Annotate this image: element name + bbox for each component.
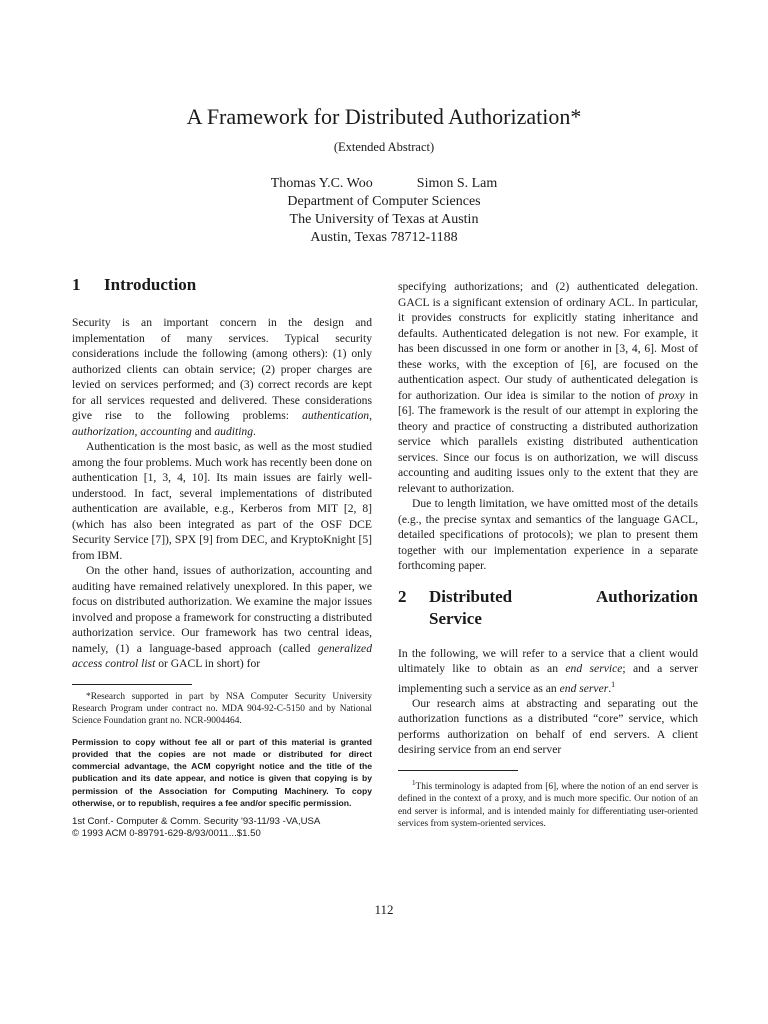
s2-p1-text: In the following, we will refer to a service that a client would ultimately like to obtain as an bbox=[398, 646, 698, 675]
intro-p1-sep: , bbox=[134, 424, 141, 438]
author-block bbox=[0, 175, 768, 247]
keyword-end-service: end service bbox=[565, 662, 623, 675]
right-column bbox=[398, 279, 698, 831]
author-lam: Simon S. Lam bbox=[416, 176, 498, 191]
intro-paragraph-1 bbox=[72, 315, 372, 439]
keyword-accounting: accounting bbox=[140, 424, 192, 438]
conference-line: 1st Conf.- Computer & Comm. Security '93-11/93 -VA,USA bbox=[72, 815, 321, 827]
keyword-end-server: end server bbox=[559, 681, 609, 695]
section-2-word-distributed: Distributed bbox=[429, 586, 513, 606]
section-2-word-service: Service bbox=[429, 608, 482, 628]
section-2-paragraph-2: Our research aims at abstracting and separating out the authorization functions as a distributed “core” service, which performs authorization on behalf of end servers. A client desiring service from an end server bbox=[398, 696, 698, 757]
intro-paragraph-2: Authentication is the most basic, as well as the most studied among the four problems. Much work has recently been done on authentication [1, 3, 4, 10]. Its main issues are fairly well-understood. In fact, several implementations of distributed authentication are available, e.g., Kerberos from MIT [2, 8] (which has also been integrated as part of the OSF DCE Security Service [7]), SPX [9] from DEC, and KryptoKnight [5] from IBM. bbox=[72, 440, 372, 562]
section-2-paragraph-1 bbox=[398, 646, 698, 696]
page-number: 112 bbox=[374, 902, 394, 917]
footnote-rule bbox=[72, 684, 192, 685]
keyword-authentication: authentication bbox=[302, 409, 370, 422]
intro-p3-text: On the other hand, issues of authorization, accounting and auditing have remained relatively unexplored. In this paper, we focus on distributed authorization. We examine the major issues involved and propose a framework for constructing a distributed authorization service. Our framework has two central ideas, namely, (1) a language-based approach (called bbox=[72, 564, 372, 655]
intro-p4-tail: in [6]. The framework is the result of our attempt in exploring the theory and practice of constructing a distributed authorization service which parallels existing distributed authentication services. Since our focus is on authorization, we will discuss accounting and auditing issues only to the extent that they are relevant to authorization. bbox=[398, 388, 698, 495]
footnote-1 bbox=[398, 777, 698, 831]
intro-p4-text: specifying authorizations; and (2) authenticated delegation. GACL is a significant extension of ordinary ACL. In particular, it provides constructs for explicitly stating inheritance and defaults. Authenticated delegation is not new. For example, it has been discussed in one form or another in [3, 4, 6]. Most of these works, with the exception of [6], are focused on the authentication aspect. Our study of authenticated delegation is for authorization. Our idea is similar to the notion of bbox=[398, 280, 698, 402]
paper-title: A Framework for Distributed Authorization* bbox=[186, 104, 582, 129]
s2-p1-end: . bbox=[608, 681, 612, 695]
section-2-heading bbox=[398, 586, 698, 608]
intro-p1-sep: , bbox=[369, 409, 372, 422]
intro-p3-tail: or GACL in short) for bbox=[155, 657, 261, 670]
conference-info bbox=[72, 816, 372, 840]
section-1-heading bbox=[72, 274, 372, 296]
section-2-number: 2 bbox=[398, 586, 407, 606]
keyword-gacl: generalized access control list bbox=[72, 641, 372, 670]
intro-paragraph-3 bbox=[72, 563, 372, 672]
author-university: The University of Texas at Austin bbox=[289, 212, 479, 227]
section-1-title: Introduction bbox=[104, 275, 197, 294]
author-woo: Thomas Y.C. Woo bbox=[270, 176, 373, 191]
footnote-funding-text: *Research supported in part by NSA Computer Security University Research Program under contract no. MDA 904-92-C-5150 and by National Science Foundation grant no. NCR-9004464. bbox=[72, 691, 372, 727]
footnote-funding bbox=[72, 691, 372, 728]
footnote-1-text bbox=[398, 777, 698, 831]
footnote-1-mark: 1 bbox=[412, 778, 416, 787]
footnote-1-marker: 1 bbox=[611, 679, 616, 689]
intro-p1-and: and bbox=[191, 424, 215, 438]
footnote-rule-right bbox=[398, 770, 518, 771]
intro-p1-text: Security is an important concern in the design and implementation of many services. Typical security considerations include the following (among others): (1) only authorized clients can obtain service; (2) proper charges are levied on services performed; and (3) correct records are kept for all services requested and delivered. These considerations give rise to the following problems: bbox=[72, 316, 372, 422]
section-1-number: 1 bbox=[72, 275, 81, 294]
intro-p1-end: . bbox=[253, 424, 256, 438]
keyword-auditing: auditing bbox=[214, 424, 254, 438]
s2-p1-mid: ; and a server implementing such a service as an bbox=[398, 662, 699, 695]
keyword-authorization: authorization bbox=[72, 424, 135, 438]
section-2-word-authorization: Authorization bbox=[596, 586, 698, 606]
keyword-proxy: proxy bbox=[658, 388, 685, 402]
section-2-number-word bbox=[398, 586, 512, 608]
author-department: Department of Computer Sciences bbox=[287, 194, 481, 209]
intro-paragraph-5: Due to length limitation, we have omitted most of the details (e.g., the precise syntax and semantics of the language GACL, detailed specifications of protocols); we plan to present them together with our implementation experience in a separate forthcoming paper. bbox=[398, 497, 698, 572]
footnote-1-body: This terminology is adapted from [6], where the notion of an end server is defined in the context of a proxy, and is much more specific. Our notion of an end server is informal, and is intended mainly for differentiating user-oriented services from system-oriented services. bbox=[398, 781, 698, 830]
left-column bbox=[72, 274, 372, 840]
intro-paragraph-4 bbox=[398, 279, 698, 496]
author-address: Austin, Texas 78712-1188 bbox=[310, 230, 458, 245]
acm-permission-notice: Permission to copy without fee all or part of this material is granted provided that the copies are not made or distributed for direct commercial advantage, the ACM copyright notice and the title of the publication and its date appear, and notice is given that copying is by permission of the Association for Computing Machinery. To copy otherwise, or to republish, requires a fee and/or specific permission. bbox=[72, 736, 372, 808]
author-names bbox=[0, 175, 768, 193]
paper-subtitle: (Extended Abstract) bbox=[333, 140, 435, 154]
copyright-line: © 1993 ACM 0-89791-629-8/93/0011...$1.50 bbox=[72, 827, 261, 839]
